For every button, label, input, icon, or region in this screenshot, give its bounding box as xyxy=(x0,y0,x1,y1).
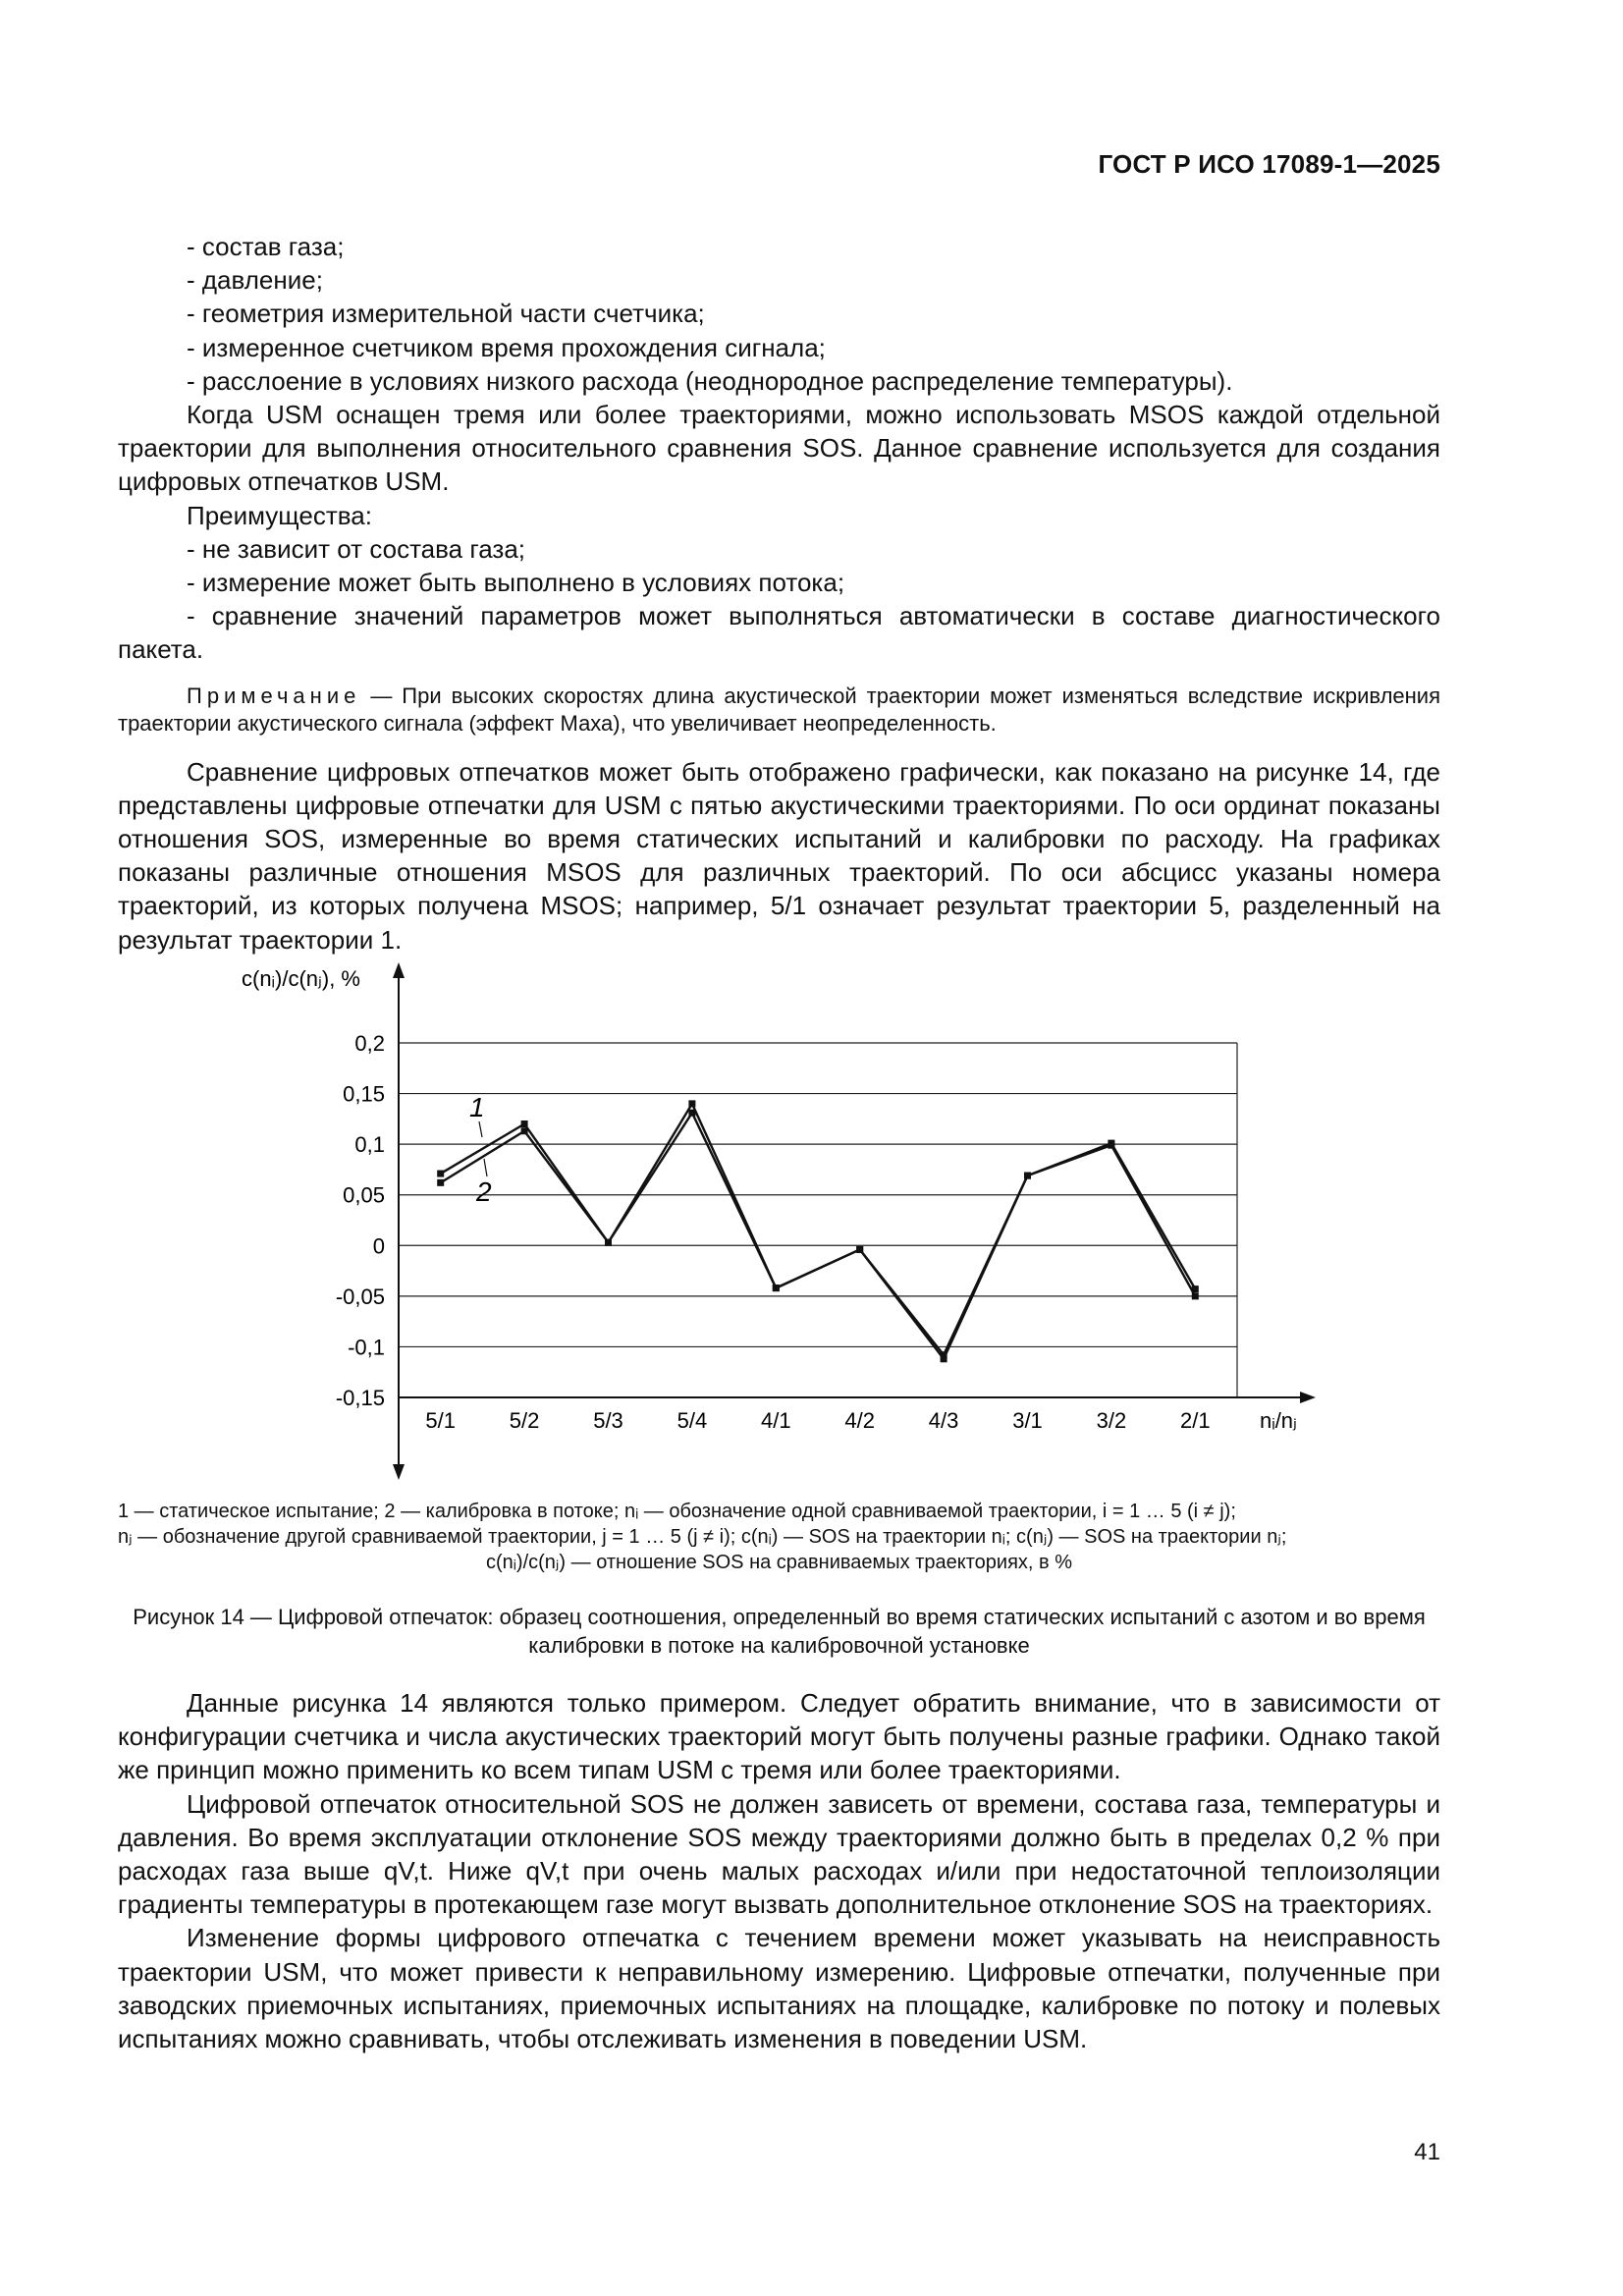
text-block-bottom xyxy=(118,1686,1440,2055)
x-tick-label: 5/2 xyxy=(509,1408,540,1433)
y-axis-label: c(nᵢ)/c(nⱼ), % xyxy=(242,966,360,991)
x-tick-label: 2/1 xyxy=(1180,1408,1211,1433)
y-axis-bottom-arrow xyxy=(393,1464,405,1480)
note xyxy=(118,683,1440,738)
series-line-2 xyxy=(441,1113,1196,1359)
y-tick-label: 0,15 xyxy=(343,1081,385,1107)
data-point xyxy=(688,1110,695,1117)
chart-series xyxy=(437,1100,1199,1362)
y-axis-arrow xyxy=(393,962,405,978)
y-tick-label: -0,1 xyxy=(348,1335,385,1360)
list-item: - давление; xyxy=(187,265,323,296)
paragraph-compare: Сравнение цифровых отпечатков может быть отображено графически, как показано на рисунке 14, где представлены цифровые отпечатки для USM с пятью акустическими траекториями. По оси ординат показаны отношения SOS, измеренные во время статических испытаний и калибровки по расходу. На графиках показаны различные отношения MSOS для различных траекторий. По оси абсцисс указаны номера траекторий, из которых получена MSOS; например, 5/1 означает результат траектории 5, разделенный на результат траектории 1. xyxy=(118,756,1440,955)
paragraph-change: Изменение формы цифрового отпечатка с течением времени может указывать на неисправность траектории USM, что может привести к неправильному измерению. Цифровые отпечатки, полученные при заводских приемочных испытаниях, приемочных испытаниях на площадке, калибровке по потоку и полевых испытаниях можно сравнивать, чтобы отслеживать изменения в поведении USM. xyxy=(118,1923,1440,2054)
document-header: ГОСТ Р ИСО 17089-1—2025 xyxy=(1098,149,1440,179)
x-tick-labels xyxy=(425,1408,1210,1433)
list-item: - измеренное счетчиком время прохождения сигнала; xyxy=(187,332,826,362)
x-tick-label: 5/3 xyxy=(593,1408,623,1433)
y-tick-label: 0,2 xyxy=(354,1031,385,1056)
x-tick-label: 5/4 xyxy=(676,1408,708,1433)
data-point xyxy=(1024,1173,1031,1179)
figure-caption: Рисунок 14 — Цифровой отпечаток: образец соотношения, определенный во время статических испытаний с азотом и во время калибровки в потоке на калибровочной установке xyxy=(133,1605,1426,1658)
legend-line: nⱼ — обозначение другой сравниваемой траектории, j = 1 … 5 (j ≠ i); c(nᵢ) — SOS на траектории nᵢ; c(nⱼ) — SOS на траектории nⱼ; xyxy=(118,1526,1287,1548)
series-label-1: 1 xyxy=(469,1092,485,1122)
paragraph-usm: Когда USM оснащен тремя или более траекториями, можно использовать MSOS каждой отдельной траектории для выполнения относительного сравнения SOS. Данное сравнение используется для создания цифровых отпечатков USM. xyxy=(118,400,1440,497)
x-tick-label: 5/1 xyxy=(425,1408,456,1433)
note-text: — При высоких скоростях длина акустической траектории может изменяться вследствие искривления траектории акустического сигнала (эффект Маха), что увеличивает неопределенность. xyxy=(118,683,1440,736)
list-item: - расслоение в условиях низкого расхода (неоднородное распределение температуры). xyxy=(187,365,1233,396)
legend-line: 1 — статическое испытание; 2 — калибровка в потоке; nᵢ — обозначение одной сравниваемой траектории, i = 1 … 5 (i ≠ j); xyxy=(118,1501,1236,1522)
data-point xyxy=(1192,1292,1199,1299)
x-tick-label: 4/2 xyxy=(844,1408,875,1433)
y-tick-label: 0,1 xyxy=(354,1132,385,1158)
x-tick-label: 3/1 xyxy=(1012,1408,1043,1433)
series-label-2: 2 xyxy=(476,1176,492,1207)
data-point xyxy=(605,1239,612,1246)
chart-grid xyxy=(399,1043,1237,1397)
legend-line: c(nᵢ)/c(nⱼ) — отношение SOS на сравниваемых траекториях, в % xyxy=(486,1552,1072,1573)
x-tick-label: 4/1 xyxy=(761,1408,791,1433)
list-item: - геометрия измерительной части счетчика; xyxy=(187,299,705,329)
paragraph-sos: Цифровой отпечаток относительной SOS не должен зависеть от времени, состава газа, температуры и давления. Во время эксплуатации отклонение SOS между траекториями должно быть в пределах 0,2 % при расходах газа выше qV,t. Ниже qV,t при очень малых расходах и/или при недостаточной теплоизоляции градиенты температуры в протекающем газе могут вызвать дополнительное отклонение SOS на траекториях. xyxy=(118,1788,1440,1920)
data-point xyxy=(521,1121,528,1127)
data-point xyxy=(856,1246,863,1253)
x-tick-label: 3/2 xyxy=(1096,1408,1127,1433)
list-item: - измерение может быть выполнено в условиях потока; xyxy=(187,568,845,598)
list-item: - сравнение значений параметров может выполняться автоматически в составе диагностического пакета. xyxy=(118,601,1440,665)
sos-ratio-chart xyxy=(0,943,1623,1493)
advantages-title: Преимущества: xyxy=(187,500,372,530)
series-line-1 xyxy=(441,1104,1196,1355)
figure-legend xyxy=(118,1499,1440,1575)
y-tick-label: 0 xyxy=(372,1233,385,1259)
data-point xyxy=(1108,1142,1114,1149)
note-label: Примечание xyxy=(187,683,361,708)
x-axis-arrow xyxy=(1300,1392,1316,1403)
y-tick-label: 0,05 xyxy=(343,1182,385,1208)
list-item: - не зависит от состава газа; xyxy=(187,533,526,564)
data-point xyxy=(521,1127,528,1134)
page-number: 41 xyxy=(1414,2139,1440,2165)
paragraph-example: Данные рисунка 14 являются только примером. Следует обратить внимание, что в зависимости от конфигурации счетчика и числа акустических траекторий могут быть получены разные графики. Однако такой же принцип можно применить ко всем типам USM с тремя или более траекториями. xyxy=(118,1688,1440,1785)
y-tick-label: -0,05 xyxy=(335,1284,385,1309)
data-point xyxy=(688,1100,695,1107)
x-tick-label: 4/3 xyxy=(928,1408,959,1433)
x-axis-label: nᵢ/nⱼ xyxy=(1260,1408,1297,1433)
text-block-top xyxy=(118,230,1440,957)
data-point xyxy=(773,1285,780,1291)
y-tick-label: -0,15 xyxy=(335,1386,385,1410)
data-point xyxy=(941,1355,947,1362)
chart-axes xyxy=(393,962,1316,1480)
data-point xyxy=(437,1171,444,1177)
y-tick-labels xyxy=(336,1031,385,1410)
series-label-1-leader xyxy=(479,1121,482,1137)
list-item: - состав газа; xyxy=(187,232,345,261)
series-label-2-leader xyxy=(484,1159,487,1176)
data-point xyxy=(437,1179,444,1186)
